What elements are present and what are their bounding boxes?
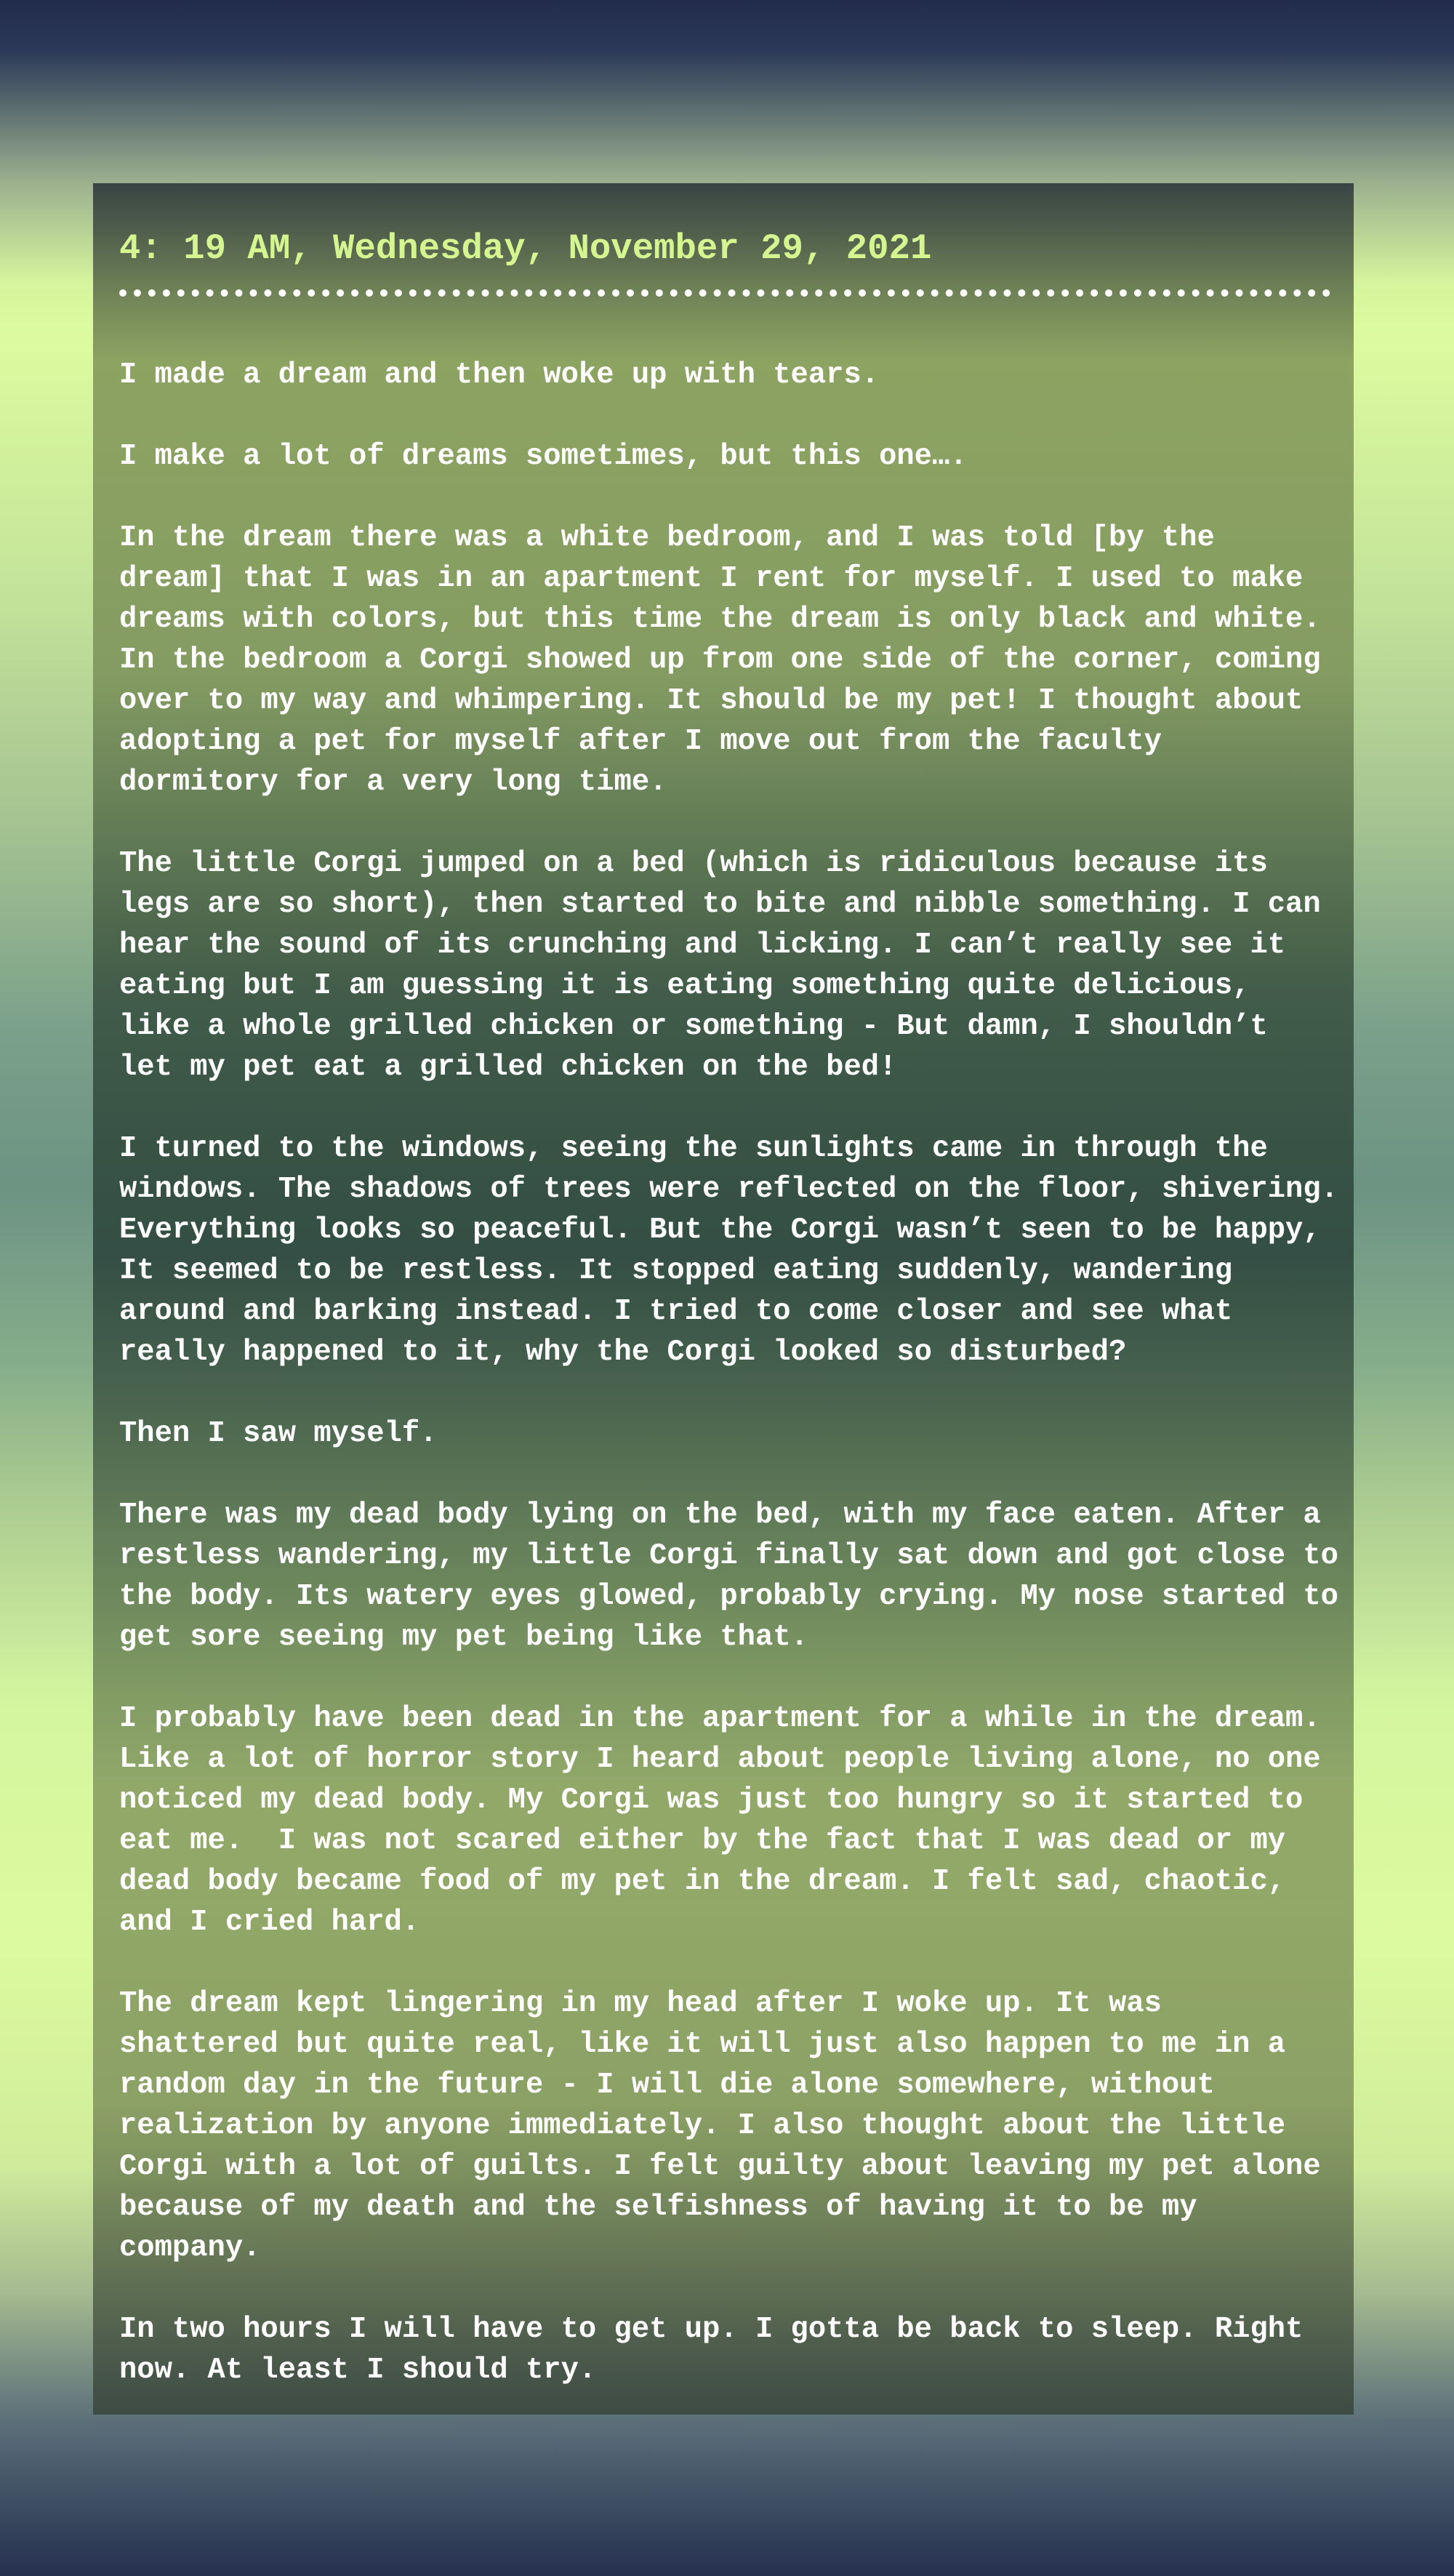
dotted-divider bbox=[119, 289, 1330, 297]
entry-paragraph: I make a lot of dreams sometimes, but this one…. bbox=[119, 440, 968, 473]
entry-body bbox=[119, 355, 1339, 2391]
entry-paragraph: The little Corgi jumped on a bed (which is ridiculous because its legs are so short), then started to bite and nibble something. I can hear the sound of its crunching and licking. I can’t really see it eating but I am guessing it is eating something quite delicious, like a whole grilled chicken or something - But damn, I shouldn’t let my pet eat a grilled chicken on the bed! bbox=[119, 847, 1321, 1084]
entry-paragraph: I made a dream and then woke up with tears. bbox=[119, 358, 880, 392]
entry-paragraph: There was my dead body lying on the bed, with my face eaten. After a restless wandering, my little Corgi finally sat down and got close to the body. Its watery eyes glowed, probably crying. My nose started to get sore seeing my pet being like that. bbox=[119, 1498, 1338, 1654]
entry-paragraph: Then I saw myself. bbox=[119, 1417, 438, 1450]
entry-paragraph: I turned to the windows, seeing the sunlights came in through the windows. The shadows of trees were reflected on the floor, shivering. Everything looks so peaceful. But the Corgi wasn’t seen to be happy, It seemed to be restless. It stopped eating suddenly, wandering around and barking instead. I tried to come closer and see what really happened to it, why the Corgi looked so disturbed? bbox=[119, 1132, 1338, 1369]
entry-paragraph: The dream kept lingering in my head after I woke up. It was shattered but quite real, like it will just also happen to me in a random day in the future - I will die alone somewhere, without realization by anyone immediately. I also thought about the little Corgi with a lot of guilts. I felt guilty about leaving my pet alone because of my death and the selfishness of having it to be my company. bbox=[119, 1987, 1321, 2265]
journal-entry-card bbox=[93, 183, 1354, 2415]
entry-paragraph: In two hours I will have to get up. I gotta be back to sleep. Right now. At least I should try. bbox=[119, 2313, 1304, 2387]
entry-paragraph: I probably have been dead in the apartment for a while in the dream. Like a lot of horror story I heard about people living alone, no one noticed my dead body. My Corgi was just too hungry so it started to eat me. I was not scared either by the fact that I was dead or my dead body became food of my pet in the dream. I felt sad, chaotic, and I cried hard. bbox=[119, 1702, 1321, 1939]
entry-paragraph: In the dream there was a white bedroom, and I was told [by the dream] that I was in an apartment I rent for myself. I used to make dreams with colors, but this time the dream is only black and white. In the bedroom a Corgi showed up from one side of the corner, coming over to my way and whimpering. It should be my pet! I thought about adopting a pet for myself after I move out from the faculty dormitory for a very long time. bbox=[119, 521, 1321, 799]
entry-title: 4: 19 AM, Wednesday, November 29, 2021 bbox=[119, 228, 932, 269]
